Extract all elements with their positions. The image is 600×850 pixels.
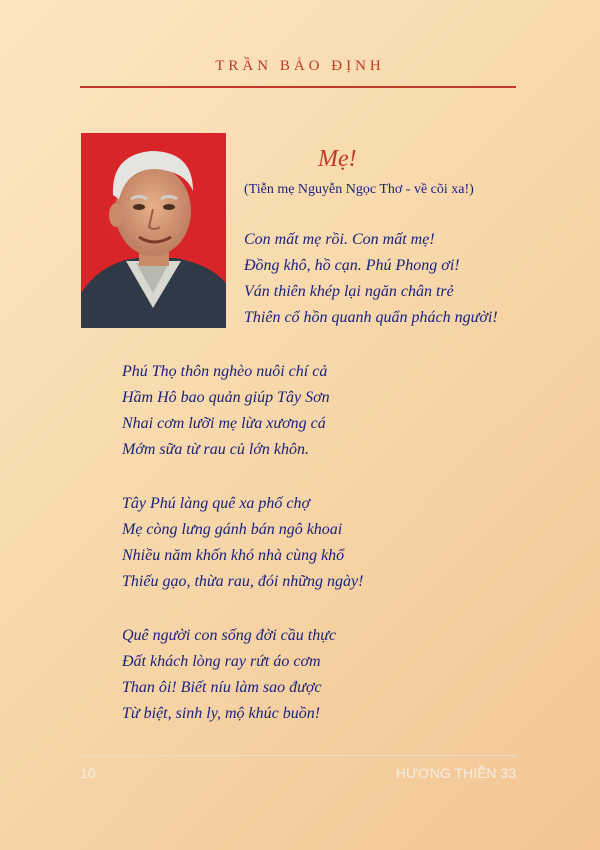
poem-line: Tây Phú làng quê xa phố chợ [122, 495, 311, 512]
running-header-author: TRẦN BẢO ĐỊNH [215, 58, 385, 74]
poem-line: Con mất mẹ rồi. Con mất mẹ! [244, 231, 435, 248]
poem-dedication: (Tiễn mẹ Nguyễn Ngọc Thơ - về cõi xa!) [244, 182, 474, 197]
header-divider [80, 86, 516, 88]
poem-line: Đất khách lòng ray rứt áo cơm [122, 653, 321, 670]
poem-line: Mớm sữa từ rau củ lớn khôn. [122, 441, 309, 458]
poem-line: Thiếu gạo, thừa rau, đói những ngày! [122, 573, 364, 590]
poem-line: Đồng khô, hồ cạn. Phú Phong ơi! [244, 257, 460, 274]
poem-line: Nhai cơm lưỡi mẹ lừa xương cá [122, 415, 326, 432]
portrait-photo-icon [81, 133, 226, 328]
poem-line: Nhiều năm khốn khó nhà cùng khổ [122, 547, 345, 564]
poem-line: Ván thiên khép lại ngăn chân trẻ [244, 283, 454, 300]
poem-line: Phú Thọ thôn nghèo nuôi chí cả [122, 363, 328, 380]
poem-line: Quê người con sống đời cầu thực [122, 627, 337, 644]
poem-line: Từ biệt, sinh ly, mộ khúc buồn! [122, 705, 321, 722]
poem-line: Mẹ còng lưng gánh bán ngô khoai [122, 521, 343, 538]
footer-divider [80, 755, 516, 756]
poem-line: Thiên cổ hồn quanh quẩn phách người! [244, 309, 498, 326]
poem-stanza [122, 623, 336, 727]
author-portrait [81, 133, 226, 328]
poem-stanza [122, 359, 330, 463]
poem-line: Than ôi! Biết níu làm sao được [122, 679, 322, 696]
poem-title: Mẹ! [318, 146, 357, 172]
publication-title: HƯƠNG THIỀN 33 [395, 765, 516, 781]
page-number: 10 [80, 765, 96, 781]
poem-line: Hầm Hô bao quản giúp Tây Sơn [122, 389, 330, 406]
poem-stanza [122, 491, 363, 595]
poem-stanza [244, 227, 498, 331]
